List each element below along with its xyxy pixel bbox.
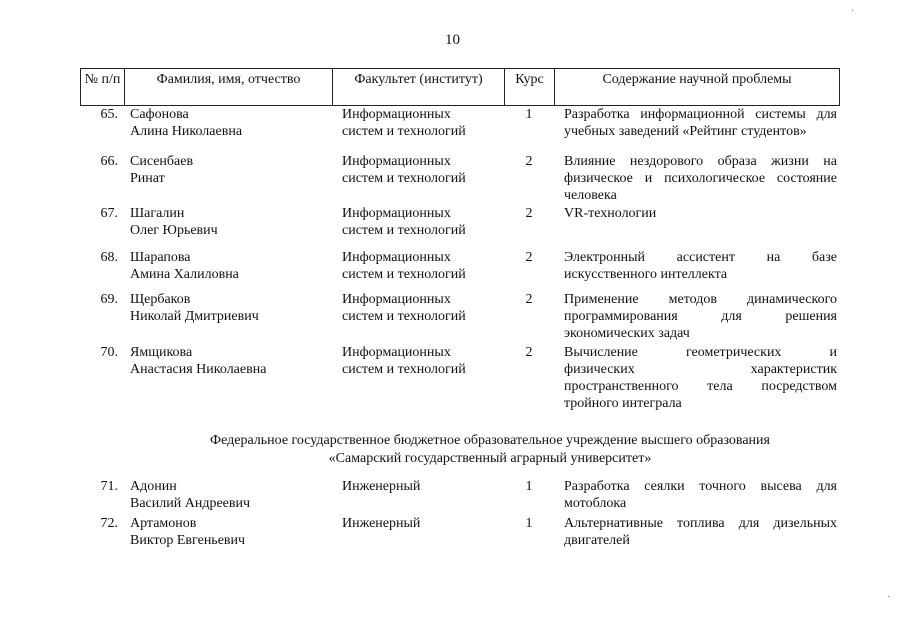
faculty-line: Инженерный xyxy=(342,516,421,531)
course: 2 xyxy=(525,206,533,221)
faculty-line: систем и технологий xyxy=(342,223,466,238)
section-title-line: Федеральное государственное бюджетное образовательное учреждение высшего образования xyxy=(210,433,770,448)
student-name-line: Ринат xyxy=(130,171,165,186)
research-problem xyxy=(554,153,840,204)
research-problem xyxy=(554,205,840,239)
header-name: Фамилия, имя, отчество xyxy=(125,69,333,105)
table-row xyxy=(80,205,840,239)
student-name-line: Щербаков xyxy=(130,292,191,307)
row-number: 70. xyxy=(100,345,118,360)
student-name xyxy=(124,205,332,239)
student-name xyxy=(124,249,332,283)
faculty-line: Информационных xyxy=(342,154,451,169)
faculty xyxy=(332,153,504,204)
faculty-line: Инженерный xyxy=(342,479,421,494)
student-name xyxy=(124,515,332,549)
research-problem-line: VR-технологии xyxy=(564,206,657,221)
course: 1 xyxy=(525,107,533,122)
research-problem-line: Влияние нездорового образа жизни на xyxy=(564,154,837,169)
student-name-line: Алина Николаевна xyxy=(130,124,243,139)
student-name-line: Шарапова xyxy=(130,250,191,265)
student-name xyxy=(124,344,332,412)
row-number: 68. xyxy=(100,250,118,265)
faculty xyxy=(332,515,504,549)
course: 2 xyxy=(525,250,533,265)
header-num: № п/п xyxy=(81,69,125,105)
student-name-line: Анастасия Николаевна xyxy=(130,362,267,377)
row-number: 66. xyxy=(100,154,118,169)
row-number: 67. xyxy=(100,206,118,221)
student-name-line: Николай Дмитриевич xyxy=(130,309,259,324)
student-name xyxy=(124,478,332,512)
research-problem-line: Разработка сеялки точного высева для xyxy=(564,479,837,494)
faculty-line: Информационных xyxy=(342,292,451,307)
course: 2 xyxy=(525,154,533,169)
student-name-line: Сисенбаев xyxy=(130,154,194,169)
research-problem-line: физическое и психологическое состояние xyxy=(564,171,837,186)
research-problem xyxy=(554,249,840,283)
student-name xyxy=(124,291,332,342)
research-problem-line: искусственного интеллекта xyxy=(564,267,728,282)
research-problem-line: Электронный ассистент на базе xyxy=(564,250,837,265)
faculty xyxy=(332,344,504,412)
row-number: 65. xyxy=(100,107,118,122)
faculty-line: Информационных xyxy=(342,250,451,265)
faculty-line: систем и технологий xyxy=(342,362,466,377)
table-row xyxy=(80,515,840,549)
table-header xyxy=(80,68,840,106)
research-problem-line: программирования для решения xyxy=(564,309,837,324)
section-title-line: «Самарский государственный аграрный университет» xyxy=(328,451,652,466)
research-problem-line: мотоблока xyxy=(564,496,627,511)
student-name-line: Василий Андреевич xyxy=(130,496,251,511)
student-name xyxy=(124,153,332,204)
student-name-line: Сафонова xyxy=(130,107,189,122)
research-problem-line: человека xyxy=(564,188,617,203)
row-number: 72. xyxy=(100,516,118,531)
faculty-line: Информационных xyxy=(342,107,451,122)
faculty-line: систем и технологий xyxy=(342,124,466,139)
course: 2 xyxy=(525,345,533,360)
course: 1 xyxy=(525,516,533,531)
table-row xyxy=(80,344,840,412)
faculty-line: систем и технологий xyxy=(342,267,466,282)
research-problem-line: тройного интеграла xyxy=(564,396,682,411)
research-problem-line: физических характеристик xyxy=(564,362,837,377)
table-row xyxy=(80,249,840,283)
faculty xyxy=(332,205,504,239)
header-faculty: Факультет (институт) xyxy=(333,69,505,105)
research-problem xyxy=(554,291,840,342)
research-problem-line: Вычисление геометрических и xyxy=(564,345,837,360)
research-problem-line: пространственного тела посредством xyxy=(564,379,837,394)
research-problem-line: двигателей xyxy=(564,533,630,548)
page-number: 10 xyxy=(445,32,460,48)
faculty-line: систем и технологий xyxy=(342,171,466,186)
research-problem-line: экономических задач xyxy=(564,326,690,341)
row-number: 71. xyxy=(100,479,118,494)
header-course: Курс xyxy=(505,69,555,105)
research-problem-line: Применение методов динамического xyxy=(564,292,837,307)
research-problem-line: учебных заведений «Рейтинг студентов» xyxy=(564,124,807,139)
faculty-line: Информационных xyxy=(342,345,451,360)
course: 1 xyxy=(525,479,533,494)
scan-mark: · xyxy=(887,592,891,603)
student-name-line: Виктор Евгеньевич xyxy=(130,533,246,548)
section-title xyxy=(80,432,900,468)
row-number: 69. xyxy=(100,292,118,307)
faculty xyxy=(332,291,504,342)
student-name-line: Амина Халиловна xyxy=(130,267,239,282)
student-name-line: Артамонов xyxy=(130,516,197,531)
table-row xyxy=(80,478,840,512)
header-problem: Содержание научной проблемы xyxy=(602,72,792,87)
student-name-line: Адонин xyxy=(130,479,177,494)
research-problem-line: Альтернативные топлива для дизельных xyxy=(564,516,837,531)
research-problem-line: Разработка информационной системы для xyxy=(564,107,837,122)
table-row xyxy=(80,291,840,342)
faculty xyxy=(332,106,504,140)
student-name-line: Олег Юрьевич xyxy=(130,223,218,238)
course: 2 xyxy=(525,292,533,307)
faculty-line: Информационных xyxy=(342,206,451,221)
research-problem xyxy=(554,515,840,549)
student-name-line: Ямщикова xyxy=(130,345,193,360)
research-problem xyxy=(554,106,840,140)
scan-mark: · xyxy=(851,6,855,17)
student-name xyxy=(124,106,332,140)
faculty xyxy=(332,478,504,512)
research-problem xyxy=(554,344,840,412)
table-row xyxy=(80,106,840,140)
faculty xyxy=(332,249,504,283)
student-name-line: Шагалин xyxy=(130,206,185,221)
research-problem xyxy=(554,478,840,512)
faculty-line: систем и технологий xyxy=(342,309,466,324)
table-row xyxy=(80,153,840,204)
